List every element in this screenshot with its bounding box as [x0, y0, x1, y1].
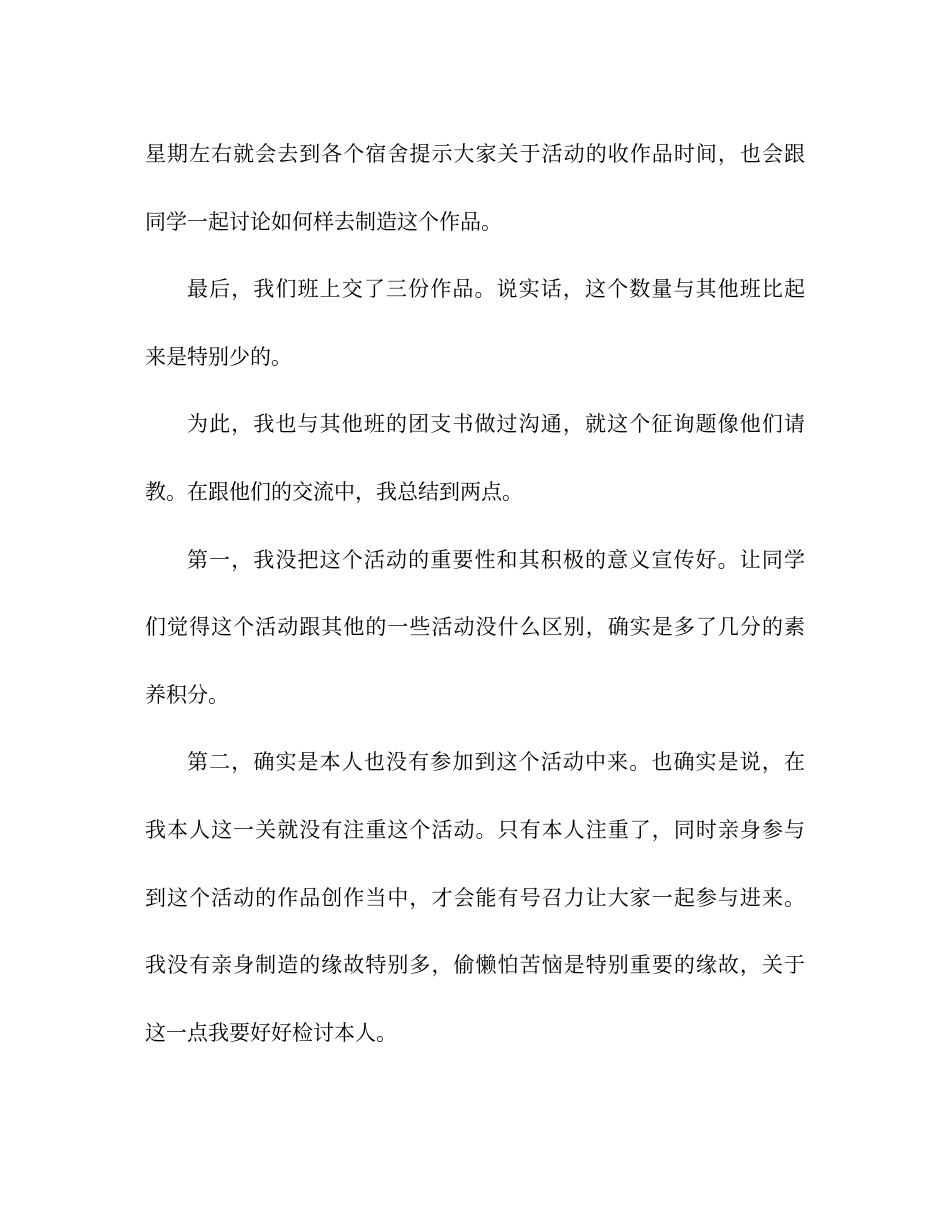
- paragraph-first-line: 第一，我没把这个活动的重要性和其积极的意义宣传好。让同学: [187, 547, 805, 572]
- text-line: 同学一起讨论如何样去制造这个作品。: [145, 209, 502, 234]
- document-body: [145, 121, 805, 1067]
- text-line: 们觉得这个活动跟其他的一些活动没什么区别，确实是多了几分的素: [145, 615, 805, 640]
- paragraph-first-line: 最后，我们班上交了三份作品。说实话，这个数量与其他班比起: [187, 277, 805, 302]
- text-line: 到这个活动的作品创作当中，才会能有号召力让大家一起参与进来。: [145, 885, 805, 910]
- text-line: 星期左右就会去到各个宿舍提示大家关于活动的收作品时间，也会跟: [145, 142, 805, 166]
- paragraph-first-line: 为此，我也与其他班的团支书做过沟通，就这个征询题像他们请: [187, 412, 805, 437]
- text-line: 养积分。: [145, 682, 229, 707]
- text-line: 我没有亲身制造的缘故特别多，偷懒怕苦恼是特别重要的缘故，关于: [145, 953, 805, 978]
- text-line: 来是特别少的。: [145, 344, 292, 369]
- text-line: 教。在跟他们的交流中，我总结到两点。: [145, 479, 523, 504]
- paragraph-first-line: 第二，确实是本人也没有参加到这个活动中来。也确实是说，在: [187, 750, 805, 775]
- text-line: 这一点我要好好检讨本人。: [145, 1020, 397, 1045]
- text-line: 我本人这一关就没有注重这个活动。只有本人注重了，同时亲身参与: [145, 817, 805, 842]
